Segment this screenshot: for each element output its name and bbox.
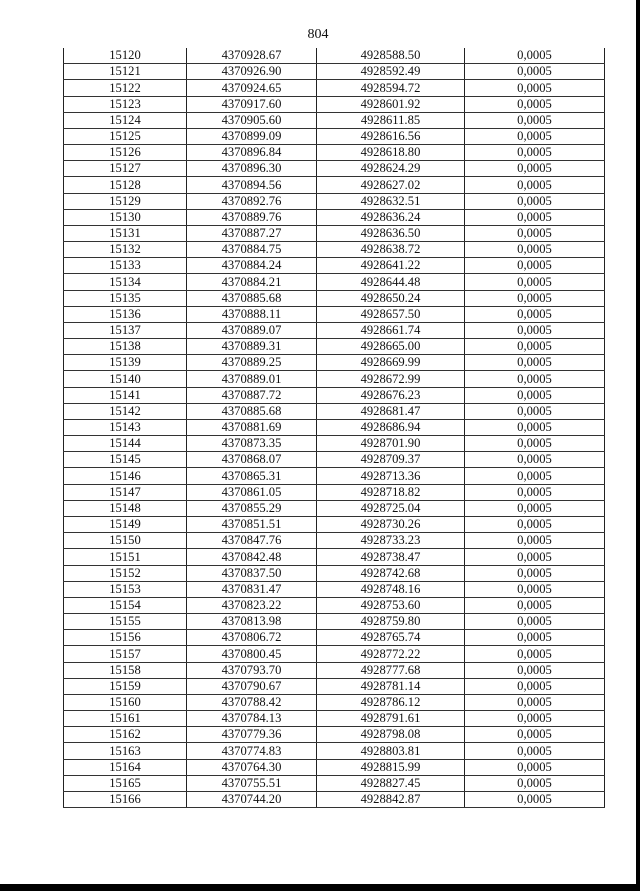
coordinates-table (63, 48, 605, 808)
table-row (64, 128, 605, 144)
value-cell: 0,0005 (465, 678, 605, 694)
value-cell: 0,0005 (465, 161, 605, 177)
table-row (64, 371, 605, 387)
table-row (64, 96, 605, 112)
point-id-cell: 15136 (64, 306, 187, 322)
y-coordinate-cell: 4928772.22 (317, 646, 465, 662)
table-row (64, 145, 605, 161)
point-id-cell: 15146 (64, 468, 187, 484)
y-coordinate-cell: 4928592.49 (317, 64, 465, 80)
y-coordinate-cell: 4928611.85 (317, 112, 465, 128)
point-id-cell: 15151 (64, 549, 187, 565)
value-cell: 0,0005 (465, 322, 605, 338)
point-id-cell: 15139 (64, 355, 187, 371)
x-coordinate-cell: 4370889.01 (187, 371, 317, 387)
table-row (64, 533, 605, 549)
y-coordinate-cell: 4928669.99 (317, 355, 465, 371)
point-id-cell: 15132 (64, 242, 187, 258)
x-coordinate-cell: 4370896.84 (187, 145, 317, 161)
y-coordinate-cell: 4928641.22 (317, 258, 465, 274)
table-row (64, 355, 605, 371)
table-row (64, 161, 605, 177)
y-coordinate-cell: 4928636.50 (317, 225, 465, 241)
x-coordinate-cell: 4370905.60 (187, 112, 317, 128)
value-cell: 0,0005 (465, 242, 605, 258)
point-id-cell: 15135 (64, 290, 187, 306)
x-coordinate-cell: 4370885.68 (187, 290, 317, 306)
x-coordinate-cell: 4370774.83 (187, 743, 317, 759)
y-coordinate-cell: 4928718.82 (317, 484, 465, 500)
x-coordinate-cell: 4370889.76 (187, 209, 317, 225)
value-cell: 0,0005 (465, 403, 605, 419)
table-row (64, 274, 605, 290)
point-id-cell: 15126 (64, 145, 187, 161)
x-coordinate-cell: 4370884.75 (187, 242, 317, 258)
y-coordinate-cell: 4928709.37 (317, 452, 465, 468)
y-coordinate-cell: 4928644.48 (317, 274, 465, 290)
point-id-cell: 15120 (64, 48, 187, 64)
point-id-cell: 15125 (64, 128, 187, 144)
value-cell: 0,0005 (465, 727, 605, 743)
x-coordinate-cell: 4370889.25 (187, 355, 317, 371)
value-cell: 0,0005 (465, 500, 605, 516)
y-coordinate-cell: 4928636.24 (317, 209, 465, 225)
point-id-cell: 15160 (64, 694, 187, 710)
table-row (64, 419, 605, 435)
table-row (64, 500, 605, 516)
table-row (64, 322, 605, 338)
point-id-cell: 15157 (64, 646, 187, 662)
point-id-cell: 15128 (64, 177, 187, 193)
table-row (64, 258, 605, 274)
point-id-cell: 15156 (64, 630, 187, 646)
table-row (64, 727, 605, 743)
x-coordinate-cell: 4370885.68 (187, 403, 317, 419)
x-coordinate-cell: 4370865.31 (187, 468, 317, 484)
point-id-cell: 15142 (64, 403, 187, 419)
y-coordinate-cell: 4928676.23 (317, 387, 465, 403)
point-id-cell: 15166 (64, 791, 187, 807)
y-coordinate-cell: 4928616.56 (317, 128, 465, 144)
x-coordinate-cell: 4370888.11 (187, 306, 317, 322)
y-coordinate-cell: 4928681.47 (317, 403, 465, 419)
value-cell: 0,0005 (465, 96, 605, 112)
point-id-cell: 15149 (64, 516, 187, 532)
y-coordinate-cell: 4928791.61 (317, 711, 465, 727)
x-coordinate-cell: 4370889.31 (187, 339, 317, 355)
point-id-cell: 15145 (64, 452, 187, 468)
point-id-cell: 15123 (64, 96, 187, 112)
value-cell: 0,0005 (465, 452, 605, 468)
y-coordinate-cell: 4928638.72 (317, 242, 465, 258)
table-row (64, 80, 605, 96)
value-cell: 0,0005 (465, 581, 605, 597)
x-coordinate-cell: 4370793.70 (187, 662, 317, 678)
value-cell: 0,0005 (465, 743, 605, 759)
x-coordinate-cell: 4370744.20 (187, 791, 317, 807)
x-coordinate-cell: 4370779.36 (187, 727, 317, 743)
point-id-cell: 15144 (64, 436, 187, 452)
value-cell: 0,0005 (465, 387, 605, 403)
table-row (64, 306, 605, 322)
x-coordinate-cell: 4370861.05 (187, 484, 317, 500)
table-row (64, 112, 605, 128)
x-coordinate-cell: 4370917.60 (187, 96, 317, 112)
point-id-cell: 15152 (64, 565, 187, 581)
x-coordinate-cell: 4370788.42 (187, 694, 317, 710)
coordinates-table-body (64, 48, 605, 808)
point-id-cell: 15137 (64, 322, 187, 338)
value-cell: 0,0005 (465, 711, 605, 727)
y-coordinate-cell: 4928725.04 (317, 500, 465, 516)
x-coordinate-cell: 4370873.35 (187, 436, 317, 452)
value-cell: 0,0005 (465, 484, 605, 500)
value-cell: 0,0005 (465, 112, 605, 128)
point-id-cell: 15133 (64, 258, 187, 274)
x-coordinate-cell: 4370924.65 (187, 80, 317, 96)
x-coordinate-cell: 4370896.30 (187, 161, 317, 177)
point-id-cell: 15150 (64, 533, 187, 549)
value-cell: 0,0005 (465, 694, 605, 710)
y-coordinate-cell: 4928803.81 (317, 743, 465, 759)
table-row (64, 678, 605, 694)
point-id-cell: 15134 (64, 274, 187, 290)
table-row (64, 791, 605, 807)
value-cell: 0,0005 (465, 225, 605, 241)
x-coordinate-cell: 4370887.72 (187, 387, 317, 403)
table-row (64, 743, 605, 759)
point-id-cell: 15158 (64, 662, 187, 678)
x-coordinate-cell: 4370884.24 (187, 258, 317, 274)
x-coordinate-cell: 4370800.45 (187, 646, 317, 662)
y-coordinate-cell: 4928594.72 (317, 80, 465, 96)
x-coordinate-cell: 4370928.67 (187, 48, 317, 64)
value-cell: 0,0005 (465, 516, 605, 532)
table-row (64, 597, 605, 613)
x-coordinate-cell: 4370790.67 (187, 678, 317, 694)
value-cell: 0,0005 (465, 355, 605, 371)
table-row (64, 646, 605, 662)
point-id-cell: 15165 (64, 775, 187, 791)
x-coordinate-cell: 4370889.07 (187, 322, 317, 338)
y-coordinate-cell: 4928686.94 (317, 419, 465, 435)
point-id-cell: 15121 (64, 64, 187, 80)
value-cell: 0,0005 (465, 565, 605, 581)
value-cell: 0,0005 (465, 128, 605, 144)
value-cell: 0,0005 (465, 339, 605, 355)
y-coordinate-cell: 4928650.24 (317, 290, 465, 306)
point-id-cell: 15141 (64, 387, 187, 403)
x-coordinate-cell: 4370868.07 (187, 452, 317, 468)
value-cell: 0,0005 (465, 614, 605, 630)
x-coordinate-cell: 4370881.69 (187, 419, 317, 435)
table-row (64, 630, 605, 646)
value-cell: 0,0005 (465, 533, 605, 549)
value-cell: 0,0005 (465, 258, 605, 274)
table-row (64, 775, 605, 791)
x-coordinate-cell: 4370823.22 (187, 597, 317, 613)
y-coordinate-cell: 4928661.74 (317, 322, 465, 338)
table-row (64, 549, 605, 565)
y-coordinate-cell: 4928748.16 (317, 581, 465, 597)
table-row (64, 759, 605, 775)
table-row (64, 694, 605, 710)
point-id-cell: 15162 (64, 727, 187, 743)
point-id-cell: 15129 (64, 193, 187, 209)
value-cell: 0,0005 (465, 419, 605, 435)
x-coordinate-cell: 4370842.48 (187, 549, 317, 565)
value-cell: 0,0005 (465, 662, 605, 678)
point-id-cell: 15148 (64, 500, 187, 516)
value-cell: 0,0005 (465, 274, 605, 290)
x-coordinate-cell: 4370784.13 (187, 711, 317, 727)
y-coordinate-cell: 4928627.02 (317, 177, 465, 193)
y-coordinate-cell: 4928624.29 (317, 161, 465, 177)
value-cell: 0,0005 (465, 48, 605, 64)
table-row (64, 48, 605, 64)
y-coordinate-cell: 4928733.23 (317, 533, 465, 549)
table-row (64, 581, 605, 597)
value-cell: 0,0005 (465, 597, 605, 613)
value-cell: 0,0005 (465, 177, 605, 193)
x-coordinate-cell: 4370847.76 (187, 533, 317, 549)
y-coordinate-cell: 4928632.51 (317, 193, 465, 209)
y-coordinate-cell: 4928701.90 (317, 436, 465, 452)
y-coordinate-cell: 4928588.50 (317, 48, 465, 64)
point-id-cell: 15155 (64, 614, 187, 630)
table-row (64, 403, 605, 419)
y-coordinate-cell: 4928665.00 (317, 339, 465, 355)
point-id-cell: 15154 (64, 597, 187, 613)
value-cell: 0,0005 (465, 646, 605, 662)
point-id-cell: 15153 (64, 581, 187, 597)
table-row (64, 452, 605, 468)
x-coordinate-cell: 4370884.21 (187, 274, 317, 290)
table-row (64, 225, 605, 241)
table-row (64, 290, 605, 306)
point-id-cell: 15161 (64, 711, 187, 727)
table-row (64, 193, 605, 209)
table-row (64, 468, 605, 484)
y-coordinate-cell: 4928815.99 (317, 759, 465, 775)
value-cell: 0,0005 (465, 306, 605, 322)
y-coordinate-cell: 4928713.36 (317, 468, 465, 484)
table-row (64, 209, 605, 225)
x-coordinate-cell: 4370926.90 (187, 64, 317, 80)
table-row (64, 242, 605, 258)
table-row (64, 339, 605, 355)
table-row (64, 177, 605, 193)
point-id-cell: 15130 (64, 209, 187, 225)
table-row (64, 436, 605, 452)
x-coordinate-cell: 4370831.47 (187, 581, 317, 597)
y-coordinate-cell: 4928765.74 (317, 630, 465, 646)
point-id-cell: 15163 (64, 743, 187, 759)
x-coordinate-cell: 4370837.50 (187, 565, 317, 581)
x-coordinate-cell: 4370855.29 (187, 500, 317, 516)
value-cell: 0,0005 (465, 64, 605, 80)
point-id-cell: 15127 (64, 161, 187, 177)
y-coordinate-cell: 4928742.68 (317, 565, 465, 581)
value-cell: 0,0005 (465, 209, 605, 225)
value-cell: 0,0005 (465, 775, 605, 791)
point-id-cell: 15143 (64, 419, 187, 435)
y-coordinate-cell: 4928781.14 (317, 678, 465, 694)
value-cell: 0,0005 (465, 80, 605, 96)
value-cell: 0,0005 (465, 290, 605, 306)
value-cell: 0,0005 (465, 193, 605, 209)
x-coordinate-cell: 4370806.72 (187, 630, 317, 646)
x-coordinate-cell: 4370894.56 (187, 177, 317, 193)
table-row (64, 662, 605, 678)
point-id-cell: 15159 (64, 678, 187, 694)
table-row (64, 614, 605, 630)
x-coordinate-cell: 4370755.51 (187, 775, 317, 791)
value-cell: 0,0005 (465, 371, 605, 387)
y-coordinate-cell: 4928786.12 (317, 694, 465, 710)
x-coordinate-cell: 4370892.76 (187, 193, 317, 209)
table-row (64, 484, 605, 500)
value-cell: 0,0005 (465, 791, 605, 807)
table-row (64, 387, 605, 403)
point-id-cell: 15140 (64, 371, 187, 387)
page-number: 804 (307, 27, 329, 42)
x-coordinate-cell: 4370899.09 (187, 128, 317, 144)
point-id-cell: 15164 (64, 759, 187, 775)
y-coordinate-cell: 4928798.08 (317, 727, 465, 743)
value-cell: 0,0005 (465, 549, 605, 565)
x-coordinate-cell: 4370851.51 (187, 516, 317, 532)
x-coordinate-cell: 4370813.98 (187, 614, 317, 630)
value-cell: 0,0005 (465, 145, 605, 161)
y-coordinate-cell: 4928601.92 (317, 96, 465, 112)
x-coordinate-cell: 4370764.30 (187, 759, 317, 775)
x-coordinate-cell: 4370887.27 (187, 225, 317, 241)
table-row (64, 565, 605, 581)
y-coordinate-cell: 4928657.50 (317, 306, 465, 322)
value-cell: 0,0005 (465, 436, 605, 452)
y-coordinate-cell: 4928730.26 (317, 516, 465, 532)
table-row (64, 64, 605, 80)
table-row (64, 516, 605, 532)
point-id-cell: 15138 (64, 339, 187, 355)
y-coordinate-cell: 4928777.68 (317, 662, 465, 678)
y-coordinate-cell: 4928738.47 (317, 549, 465, 565)
point-id-cell: 15122 (64, 80, 187, 96)
y-coordinate-cell: 4928827.45 (317, 775, 465, 791)
value-cell: 0,0005 (465, 630, 605, 646)
table-row (64, 711, 605, 727)
point-id-cell: 15147 (64, 484, 187, 500)
value-cell: 0,0005 (465, 759, 605, 775)
y-coordinate-cell: 4928672.99 (317, 371, 465, 387)
y-coordinate-cell: 4928618.80 (317, 145, 465, 161)
y-coordinate-cell: 4928842.87 (317, 791, 465, 807)
y-coordinate-cell: 4928753.60 (317, 597, 465, 613)
point-id-cell: 15124 (64, 112, 187, 128)
point-id-cell: 15131 (64, 225, 187, 241)
y-coordinate-cell: 4928759.80 (317, 614, 465, 630)
value-cell: 0,0005 (465, 468, 605, 484)
